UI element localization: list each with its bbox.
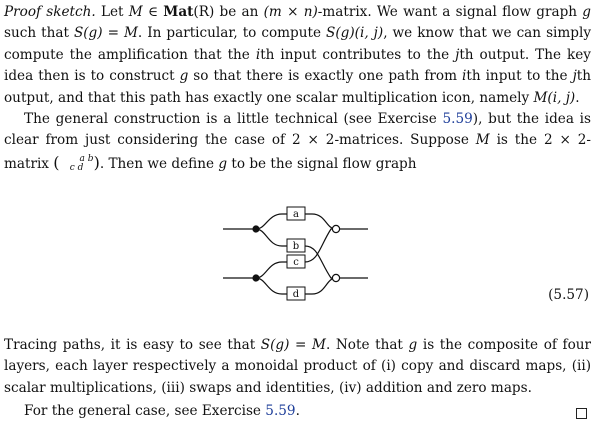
proof-paragraph-1: Proof sketch. Let M ∈ Mat(R) be an (m × n)-matrix. We want a signal flow graph g such that S(g) = M. In particular, to compute S(g)(i, j), we know that we can simply compute the amplification that the ith input contributes to the jth output. The key idea then is to construct g so that there is exactly one path from ith input to the jth output, and that this path has exactly one scalar multiplication icon, namely M(i, j). The general construction is a little technical (see Exercise 5.59), but the idea is clear from just considering the case of 2 × 2-matrices. Suppose M is the 2 × 2-matrix ( a b c d ). Then we define g to be the signal flow graph bbox=[4, 4, 592, 174]
add-node-top bbox=[332, 225, 339, 232]
scalar-label-b: b bbox=[292, 241, 300, 252]
scalar-label-c: c bbox=[293, 257, 299, 268]
proof-paragraph-4: For the general case, see Exercise 5.59. bbox=[24, 403, 300, 419]
proof-paragraph-3: Tracing paths, it is easy to see that S(g) = M. Note that g is the composite of four layers, each layer respectively a monoidal product of (i) copy and discard maps, (ii) scalar multiplications, (iii) swaps and identities, (iv) addition and zero maps. bbox=[4, 337, 592, 396]
proof-sketch-label: Proof sketch. bbox=[4, 4, 96, 20]
exercise-link[interactable]: 5.59 bbox=[442, 111, 473, 128]
signal-flow-graph bbox=[0, 196, 595, 306]
proof-paragraph-2: The general construction is a little technical (see Exercise 5.59), but the idea is clear from just considering the case of 2 × 2-matrices. Suppose M is the 2 × 2-matrix ( a b c d ). Then we define g to be the signal flow graph bbox=[4, 111, 591, 174]
add-node-bottom bbox=[332, 274, 339, 281]
copy-node-top bbox=[252, 225, 259, 232]
equation-number: (5.57) bbox=[548, 287, 589, 303]
qed-square-icon bbox=[576, 408, 587, 419]
scalar-label-d: d bbox=[292, 289, 300, 300]
copy-node-bottom bbox=[252, 274, 259, 281]
exercise-link-2[interactable]: 5.59 bbox=[265, 403, 296, 419]
small-matrix: a b c d bbox=[69, 154, 94, 174]
scalar-label-a: a bbox=[293, 209, 299, 220]
